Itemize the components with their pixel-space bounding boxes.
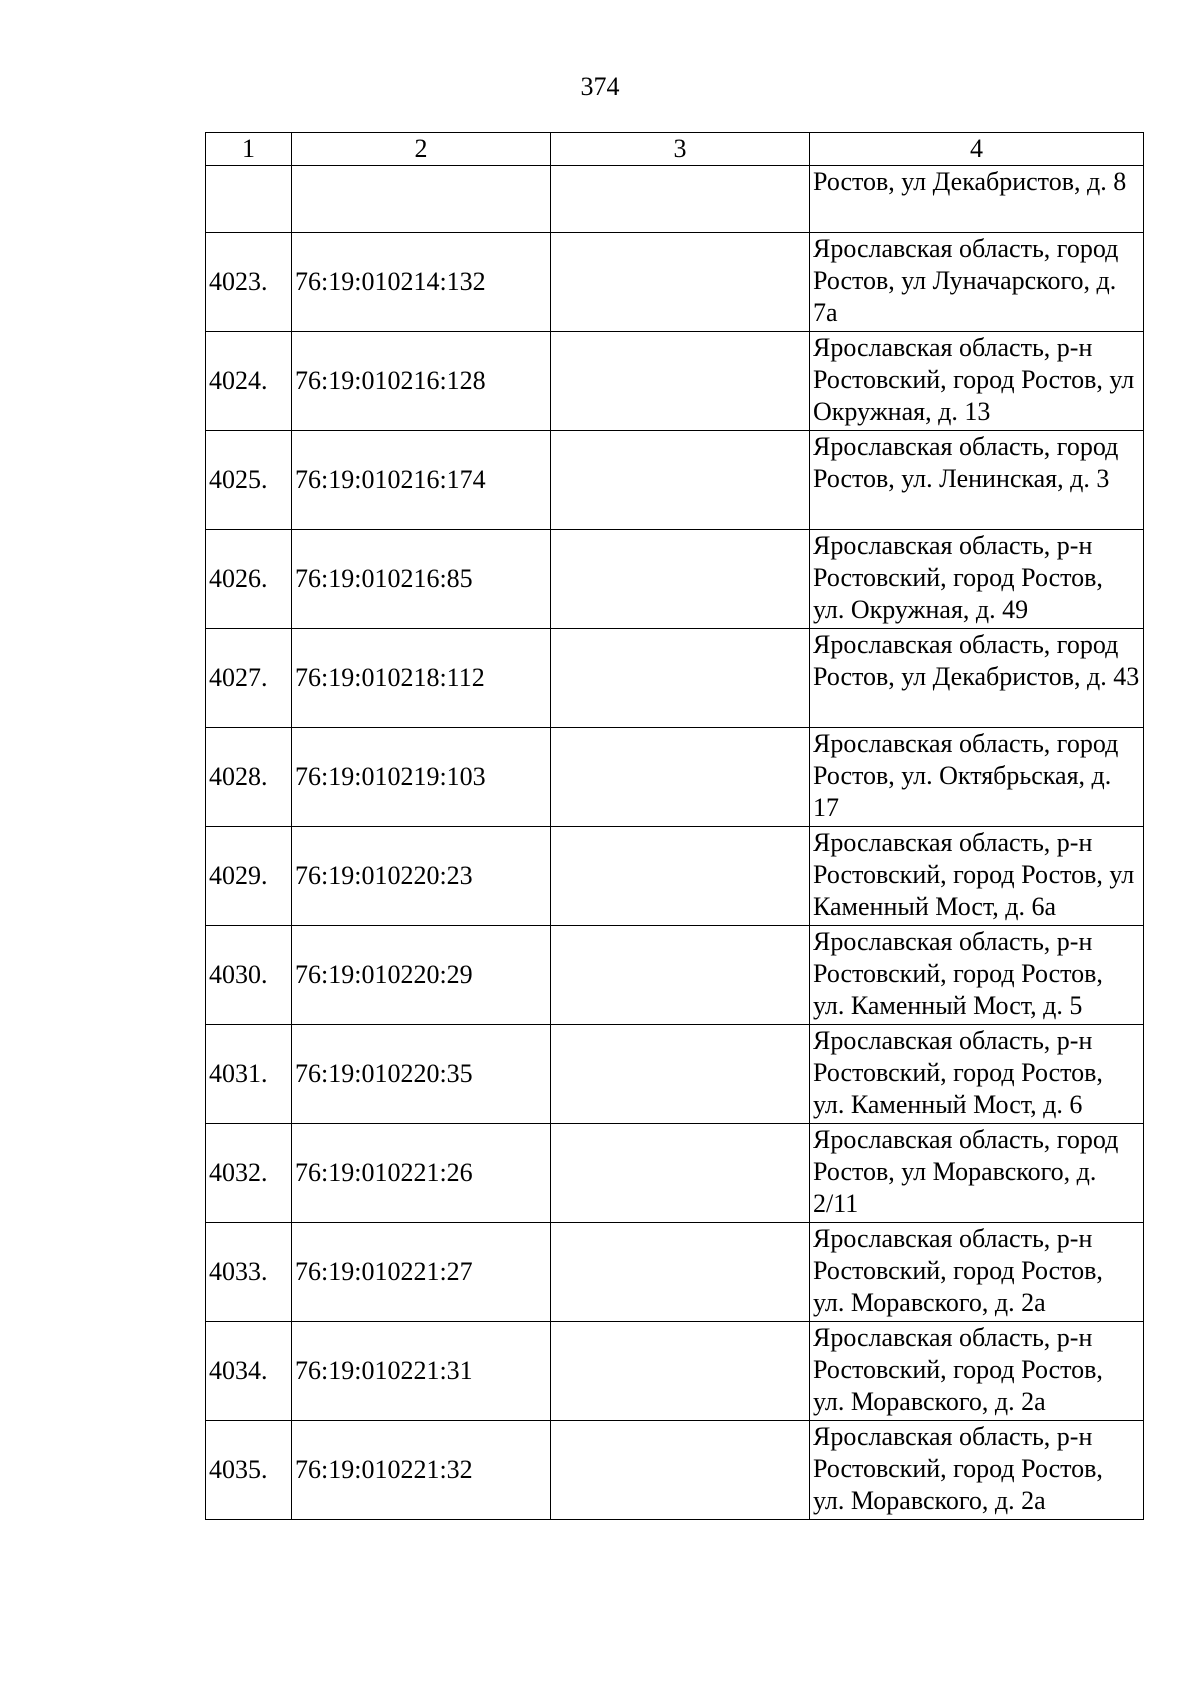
table-row: [206, 728, 1144, 827]
row-number-cell: 4033.: [206, 1223, 292, 1322]
row-number-cell: 4029.: [206, 827, 292, 926]
address-cell: Ярославская область, р-н Ростовский, город Ростов, ул. Моравского, д. 2а: [810, 1223, 1144, 1322]
row-number-cell: 4028.: [206, 728, 292, 827]
table-row: [206, 1421, 1144, 1520]
table-row: [206, 629, 1144, 728]
table-row: [206, 530, 1144, 629]
registry-table: [205, 132, 1144, 1520]
col3-cell: [551, 1025, 810, 1124]
col3-cell: [551, 166, 810, 233]
col3-cell: [551, 530, 810, 629]
cadastral-number-cell: 76:19:010219:103: [292, 728, 551, 827]
header-col-2: 2: [292, 133, 551, 166]
row-number-cell: 4034.: [206, 1322, 292, 1421]
cadastral-number-cell: 76:19:010220:23: [292, 827, 551, 926]
row-number-cell: 4032.: [206, 1124, 292, 1223]
header-col-1: 1: [206, 133, 292, 166]
cadastral-number-cell: 76:19:010221:26: [292, 1124, 551, 1223]
address-cell: Ярославская область, р-н Ростовский, город Ростов, ул. Каменный Мост, д. 6: [810, 1025, 1144, 1124]
continuation-row: [206, 166, 1144, 233]
col3-cell: [551, 332, 810, 431]
row-number-cell: 4026.: [206, 530, 292, 629]
table-row: [206, 233, 1144, 332]
address-cell: Ярославская область, город Ростов, ул Моравского, д. 2/11: [810, 1124, 1144, 1223]
cadastral-number-cell: 76:19:010216:174: [292, 431, 551, 530]
cadastral-number-cell: 76:19:010221:31: [292, 1322, 551, 1421]
address-cell: Ярославская область, р-н Ростовский, город Ростов, ул Каменный Мост, д. 6а: [810, 827, 1144, 926]
cadastral-number-cell: 76:19:010216:128: [292, 332, 551, 431]
col3-cell: [551, 233, 810, 332]
cadastral-number-cell: 76:19:010216:85: [292, 530, 551, 629]
table-row: [206, 1322, 1144, 1421]
address-cell: Ярославская область, город Ростов, ул. Октябрьская, д. 17: [810, 728, 1144, 827]
row-number-cell: 4024.: [206, 332, 292, 431]
col3-cell: [551, 431, 810, 530]
address-cell: Ярославская область, р-н Ростовский, город Ростов, ул. Окружная, д. 49: [810, 530, 1144, 629]
table-row: [206, 1223, 1144, 1322]
row-number-cell: 4031.: [206, 1025, 292, 1124]
col3-cell: [551, 926, 810, 1025]
address-cell: Ярославская область, город Ростов, ул Декабристов, д. 43: [810, 629, 1144, 728]
table-body: [206, 166, 1144, 1520]
table-row: [206, 332, 1144, 431]
header-col-3: 3: [551, 133, 810, 166]
cadastral-number-cell: 76:19:010221:27: [292, 1223, 551, 1322]
address-cell: Ярославская область, р-н Ростовский, город Ростов, ул. Моравского, д. 2а: [810, 1421, 1144, 1520]
col3-cell: [551, 827, 810, 926]
table-row: [206, 1025, 1144, 1124]
col3-cell: [551, 1421, 810, 1520]
cadastral-number-cell: 76:19:010218:112: [292, 629, 551, 728]
table-row: [206, 1124, 1144, 1223]
header-row: [206, 133, 1144, 166]
col3-cell: [551, 1223, 810, 1322]
cadastral-number-cell: 76:19:010220:35: [292, 1025, 551, 1124]
col3-cell: [551, 629, 810, 728]
row-number-cell: 4027.: [206, 629, 292, 728]
cadastral-number-cell: 76:19:010220:29: [292, 926, 551, 1025]
address-cell: Ростов, ул Декабристов, д. 8: [810, 166, 1144, 233]
row-number-cell: 4025.: [206, 431, 292, 530]
table-row: [206, 926, 1144, 1025]
address-cell: Ярославская область, р-н Ростовский, город Ростов, ул. Моравского, д. 2а: [810, 1322, 1144, 1421]
cadastral-number-cell: 76:19:010221:32: [292, 1421, 551, 1520]
row-number-cell: 4030.: [206, 926, 292, 1025]
row-number-cell: [206, 166, 292, 233]
address-cell: Ярославская область, город Ростов, ул. Ленинская, д. 3: [810, 431, 1144, 530]
col3-cell: [551, 1124, 810, 1223]
page-number: 374: [580, 72, 620, 101]
header-col-4: 4: [810, 133, 1144, 166]
col3-cell: [551, 728, 810, 827]
cadastral-number-cell: [292, 166, 551, 233]
cadastral-number-cell: 76:19:010214:132: [292, 233, 551, 332]
table-row: [206, 431, 1144, 530]
address-cell: Ярославская область, р-н Ростовский, город Ростов, ул. Каменный Мост, д. 5: [810, 926, 1144, 1025]
table-row: [206, 827, 1144, 926]
row-number-cell: 4023.: [206, 233, 292, 332]
table-header: [206, 133, 1144, 166]
address-cell: Ярославская область, город Ростов, ул Луначарского, д. 7а: [810, 233, 1144, 332]
row-number-cell: 4035.: [206, 1421, 292, 1520]
address-cell: Ярославская область, р-н Ростовский, город Ростов, ул Окружная, д. 13: [810, 332, 1144, 431]
col3-cell: [551, 1322, 810, 1421]
